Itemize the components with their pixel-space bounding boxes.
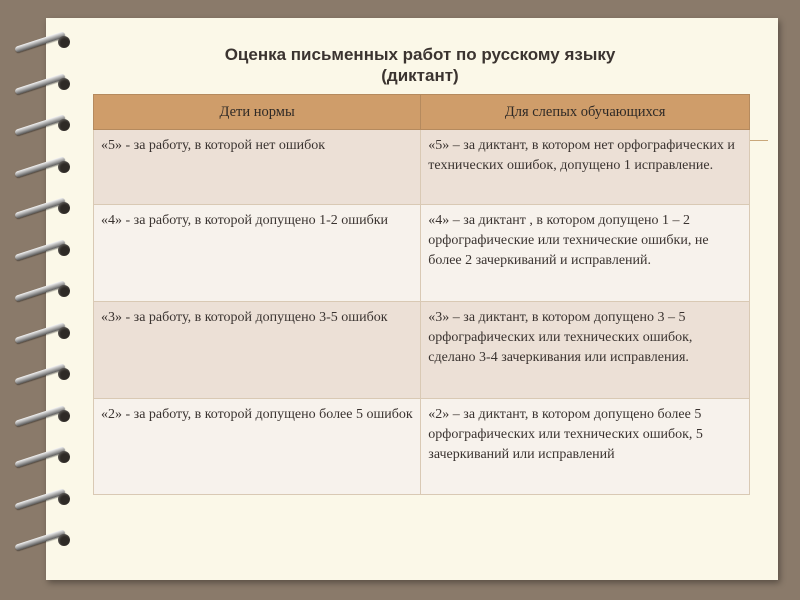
table-header-row — [94, 95, 750, 130]
spiral-ring — [8, 487, 80, 511]
ring-hole — [58, 119, 70, 131]
cell-norm: «2» - за работу, в которой допущено более 5 ошибок — [94, 399, 421, 495]
cell-norm: «4» - за работу, в которой допущено 1-2 ошибки — [94, 205, 421, 302]
title-line-1: Оценка письменных работ по русскому языку — [224, 45, 616, 64]
cell-blind: «3» – за диктант, в котором допущено 3 – 5 орфографических или технических ошибок, сделано 3-4 зачеркивания или исправления. — [421, 302, 750, 399]
ring-hole — [58, 451, 70, 463]
spiral-ring — [8, 321, 80, 345]
cell-norm: «5» - за работу, в которой нет ошибок — [94, 130, 421, 205]
ring-hole — [58, 244, 70, 256]
title-line-2: (диктант) — [381, 66, 459, 85]
spiral-ring — [8, 445, 80, 469]
ring-hole — [58, 410, 70, 422]
ring-hole — [58, 78, 70, 90]
ring-hole — [58, 202, 70, 214]
spiral-ring — [8, 30, 80, 54]
spiral-ring — [8, 155, 80, 179]
spiral-ring — [8, 279, 80, 303]
cell-blind: «2» – за диктант, в котором допущено более 5 орфографических или технических ошибок, 5 зачеркиваний или исправлений — [421, 399, 750, 495]
spiral-ring — [8, 528, 80, 552]
spiral-ring — [8, 72, 80, 96]
spiral-ring — [8, 362, 80, 386]
ring-hole — [58, 368, 70, 380]
cell-norm: «3» - за работу, в которой допущено 3-5 ошибок — [94, 302, 421, 399]
page-title — [150, 44, 690, 86]
spiral-binding — [0, 0, 90, 600]
table-row — [94, 205, 750, 302]
header-blind: Для слепых обучающихся — [421, 95, 750, 130]
ring-hole — [58, 285, 70, 297]
table-row — [94, 399, 750, 495]
ring-hole — [58, 534, 70, 546]
ring-hole — [58, 493, 70, 505]
ring-hole — [58, 161, 70, 173]
decorative-line — [748, 140, 768, 141]
spiral-ring — [8, 196, 80, 220]
spiral-ring — [8, 238, 80, 262]
ring-hole — [58, 36, 70, 48]
spiral-ring — [8, 404, 80, 428]
spiral-ring — [8, 113, 80, 137]
cell-blind: «5» – за диктант, в котором нет орфографических и технических ошибок, допущено 1 исправление. — [421, 130, 750, 205]
grading-table — [93, 94, 750, 495]
ring-hole — [58, 327, 70, 339]
table-row — [94, 130, 750, 205]
table-row — [94, 302, 750, 399]
cell-blind: «4» – за диктант , в котором допущено 1 – 2 орфографические или технические ошибки, не более 2 зачеркиваний и исправлений. — [421, 205, 750, 302]
header-norm: Дети нормы — [94, 95, 421, 130]
